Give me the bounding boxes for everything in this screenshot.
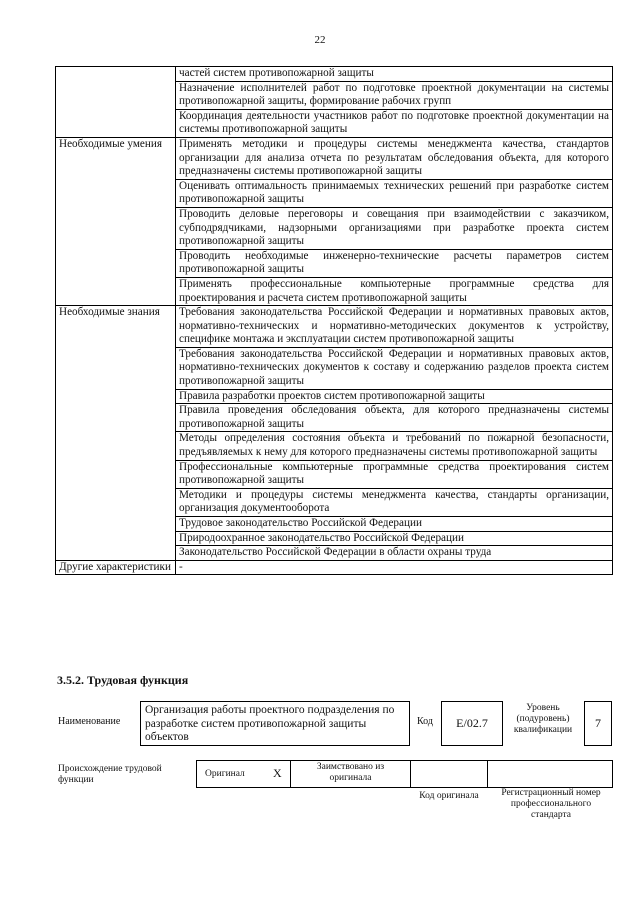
original-label: Оригинал (205, 769, 245, 779)
table-row (56, 560, 613, 575)
original-cell (196, 760, 291, 788)
original-mark: X (273, 766, 282, 780)
row-item: Методики и процедуры системы менеджмента качества, стандарты организации, организация документооборота (176, 488, 613, 516)
row-item: Правила проведения обследования объекта, для которого предназначены системы противопожарной защиты (176, 404, 613, 432)
row-item: - (176, 560, 613, 575)
name-label: Наименование (58, 716, 121, 727)
section-heading: 3.5.2. Трудовая функция (57, 673, 189, 687)
row-item: Трудовое законодательство Российской Федерации (176, 517, 613, 532)
reg-number-caption: Регистрационный номер профессионального стандарта (501, 788, 601, 820)
row-label: Необходимые умения (56, 137, 176, 305)
row-item: Профессиональные компьютерные программные средства проектирования систем противопожарной защиты (176, 460, 613, 488)
row-item: Назначение исполнителей работ по подготовке проектной документации на системы противопожарной защиты, формирование рабочих групп (176, 81, 613, 109)
row-item: Правила разработки проектов систем противопожарной защиты (176, 389, 613, 404)
table-row (56, 67, 613, 82)
competency-table (55, 66, 613, 575)
page-number: 22 (314, 34, 326, 46)
row-item: Природоохранное законодательство Российской Федерации (176, 531, 613, 546)
row-item: Требования законодательства Российской Федерации и нормативных правовых актов, нормативно-технических и нормативно-методических документов к устройству, специфике монтажа и эксплуатации систем противопожарной защиты (176, 306, 613, 348)
table-row (56, 306, 613, 348)
row-label: Необходимые знания (56, 306, 176, 561)
code-original-cell (410, 760, 488, 788)
row-item: Проводить деловые переговоры и совещания при взаимодействии с заказчиком, субподрядчиками, надзорными организациями при разработке проекта систем противопожарной защиты (176, 207, 613, 249)
level-value: 7 (584, 701, 612, 746)
row-item: Оценивать оптимальность принимаемых технических решений при разработке систем противопожарной защиты (176, 179, 613, 207)
row-item: Требования законодательства Российской Федерации и нормативных правовых актов, нормативно-технических документов к составу и содержанию разделов проекта систем противопожарной защиты (176, 347, 613, 389)
row-item: Методы определения состояния объекта и требований по пожарной безопасности, предъявляемых к нему для которого предназначены системы противопожарной защиты (176, 432, 613, 460)
row-item: Применять профессиональные компьютерные программные средства для проектирования и расчета систем противопожарной защиты (176, 277, 613, 305)
code-label: Код (417, 716, 433, 727)
row-item: Законодательство Российской Федерации в области охраны труда (176, 546, 613, 561)
origin-label: Происхождение трудовой функции (58, 764, 162, 785)
row-item: Координация деятельности участников работ по подготовке проектной документации на системы противопожарной защиты (176, 109, 613, 137)
code-value: E/02.7 (441, 701, 503, 746)
row-label: Другие характеристики (56, 560, 176, 575)
borrowed-cell: Заимствовано из оригинала (290, 760, 411, 788)
level-label: Уровень (подуровень) квалификации (513, 703, 573, 735)
table-row (56, 137, 613, 179)
row-item: Применять методики и процедуры системы менеджмента качества, стандартов организации для анализа отчета по результатам обследования объекта, для которого предназначены системы противопожарной защиты (176, 137, 613, 179)
code-original-caption: Код оригинала (419, 791, 479, 801)
name-value: Организация работы проектного подразделения по разработке систем противопожарной защиты объектов (140, 701, 410, 746)
row-item: частей систем противопожарной защиты (176, 67, 613, 82)
reg-number-cell (487, 760, 613, 788)
row-label (56, 67, 176, 138)
row-item: Проводить необходимые инженерно-технические расчеты параметров систем противопожарной защиты (176, 249, 613, 277)
